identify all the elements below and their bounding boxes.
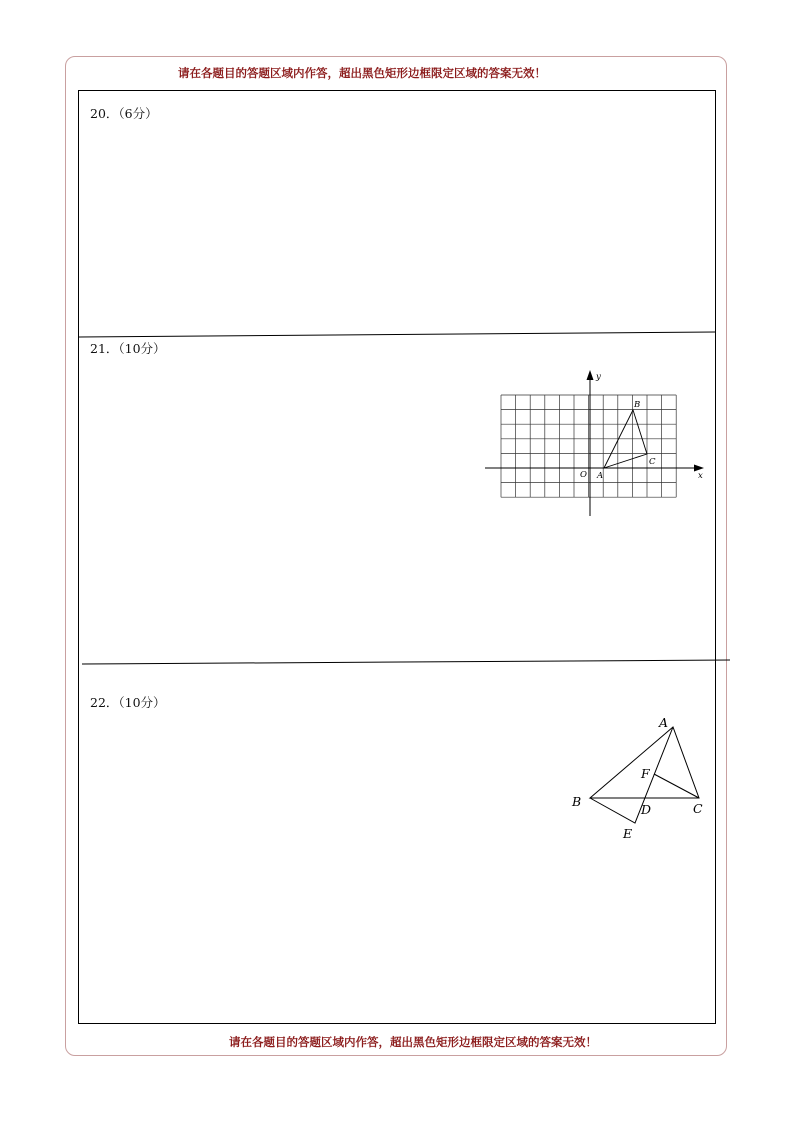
divider-21-22 bbox=[82, 660, 730, 664]
segment-f-c bbox=[654, 774, 699, 798]
question-21-label: 21．（10分） bbox=[90, 341, 166, 356]
label-d: D bbox=[641, 802, 652, 817]
bottom-notice: 请在各题目的答题区域内作答，超出黑色矩形边框限定区域的答案无效！ bbox=[229, 1035, 597, 1049]
label-e: E bbox=[623, 826, 633, 841]
triangle-abc-22 bbox=[590, 727, 699, 798]
triangle-figure bbox=[565, 710, 715, 845]
point-b-label: B bbox=[634, 400, 641, 410]
point-c-label: C bbox=[649, 457, 656, 467]
question-22-label: 22．（10分） bbox=[90, 695, 166, 710]
point-a-label: A bbox=[597, 471, 604, 481]
label-b: B bbox=[572, 794, 582, 809]
label-f: F bbox=[641, 766, 650, 781]
divider-20-21 bbox=[79, 332, 715, 337]
top-notice: 请在各题目的答题区域内作答，超出黑色矩形边框限定区域的答案无效！ bbox=[178, 66, 546, 80]
question-20-label: 20．（6分） bbox=[90, 106, 158, 121]
y-axis-arrow bbox=[587, 370, 594, 380]
segment-b-e-a bbox=[590, 727, 673, 823]
origin-label: O bbox=[580, 470, 587, 480]
grid-lines bbox=[501, 395, 676, 497]
x-axis-label: x bbox=[698, 471, 703, 481]
label-a: A bbox=[659, 715, 669, 730]
y-axis-label: y bbox=[596, 372, 601, 382]
coordinate-grid-figure bbox=[480, 366, 710, 520]
label-c: C bbox=[693, 801, 703, 816]
